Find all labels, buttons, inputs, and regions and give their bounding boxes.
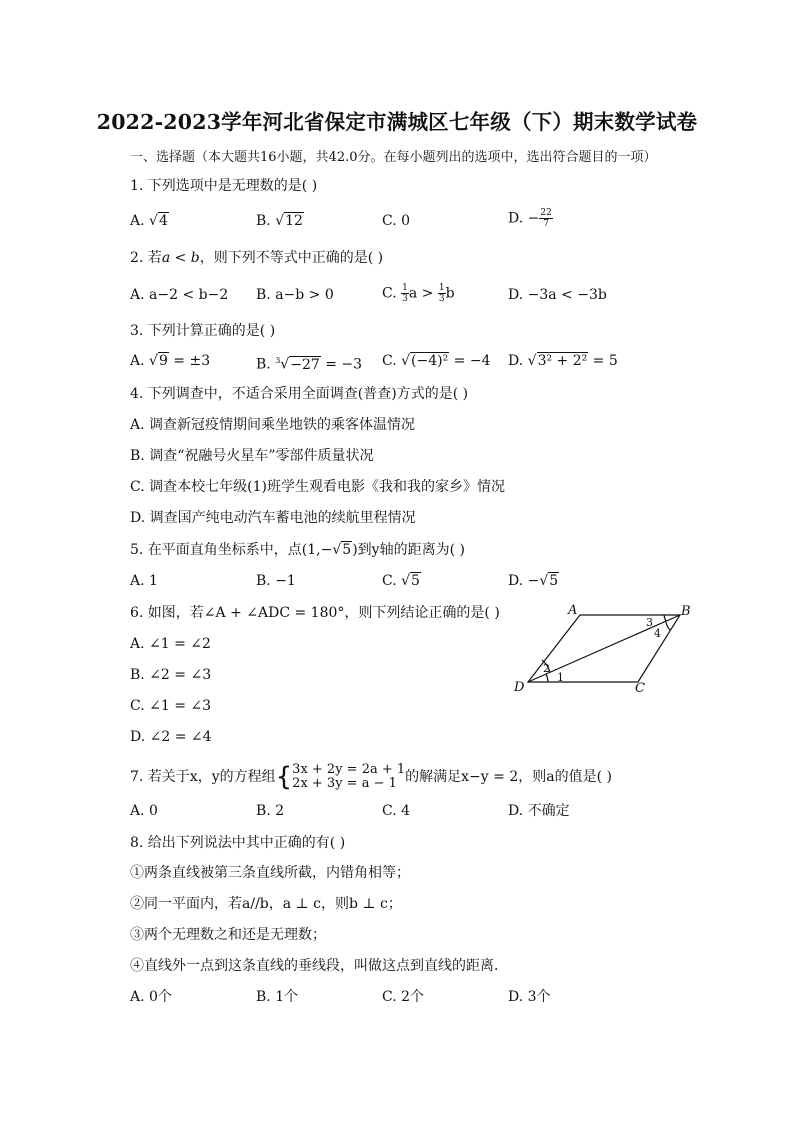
q4-option-a: A. 调查新冠疫情期间乘坐地铁的乘客体温情况 <box>130 417 416 433</box>
q4-option-d: D. 调查国产纯电动汽车蓄电池的续航里程情况 <box>130 510 416 526</box>
angle-arc-4 <box>666 622 670 630</box>
q4-option-c: C. 调查本校七年级(1)班学生观看电影《我和我的家乡》情况 <box>130 479 505 495</box>
angle-arc-3 <box>664 615 666 621</box>
section-heading: 一、选择题（本大题共16小题，共42.0分。在每小题列出的选项中，选出符合题目的一项） <box>130 150 657 165</box>
q7-option-c: C. 4 <box>382 803 411 819</box>
q8-statement-1: ①两条直线被第三条直线所截，内错角相等； <box>130 865 410 881</box>
q5-option-c: C. √5 <box>382 573 420 589</box>
q6-option-a: A. ∠1 = ∠2 <box>130 636 211 652</box>
equation-system: 3x + 2y = 2a + 1 2x + 3y = a − 1 <box>292 762 406 791</box>
vertex-label-c: C <box>635 681 645 692</box>
q5-option-b: B. −1 <box>256 573 296 589</box>
diagonal-db <box>528 615 680 682</box>
q4-option-b: B. 调查“祝融号火星车”零部件质量状况 <box>130 448 374 464</box>
q1-option-b: B. √12 <box>256 213 303 229</box>
q8-statement-3: ③两个无理数之和还是无理数； <box>130 927 326 943</box>
question-7-stem: 7. 若关于x，y的方程组{ 3x + 2y = 2a + 1 2x + 3y = a − 1 的解满足x−y = 2，则a的值是( ) <box>130 762 612 792</box>
vertex-label-d: D <box>514 680 525 692</box>
q3-option-a: A. √9 = ±3 <box>130 353 211 369</box>
vertex-label-b: B <box>681 604 691 619</box>
page-title: 2022-2023学年河北省保定市满城区七年级（下）期末数学试卷 <box>96 110 698 134</box>
q1-option-c: C. 0 <box>382 213 411 229</box>
q2-option-b: B. a−b > 0 <box>256 287 334 303</box>
q3-option-b: B. $^3$√−27 = −3 <box>256 356 363 373</box>
q5-option-d: D. −√5 <box>508 573 559 589</box>
q1-option-d: D. − $\frac{22}{7}$ <box>508 208 552 229</box>
system-brace: { <box>275 762 293 792</box>
q7-option-a: A. 0 <box>130 803 158 819</box>
q2-option-d: D. −3a < −3b <box>508 287 607 303</box>
question-4-stem: 4. 下列调查中，不适合采用全面调查(普查)方式的是( ) <box>130 386 469 402</box>
q3-option-c: C. √(−4)² = −4 <box>382 353 491 369</box>
angle-arc-1 <box>546 674 548 682</box>
q7-option-d: D. 不确定 <box>508 803 570 819</box>
q8-statement-4: ④直线外一点到这条直线的垂线段，叫做这点到直线的距离． <box>130 958 508 974</box>
vertex-label-a: A <box>568 603 578 618</box>
question-1-stem: 1. 下列选项中是无理数的是( ) <box>130 178 318 194</box>
angle-label-2: 2 <box>543 662 550 675</box>
q2-option-c: C. $\frac{1}{3}$ a > $\frac{1}{3}$ b <box>382 283 455 304</box>
q1-option-a: A. √4 <box>130 213 168 229</box>
angle-label-3: 3 <box>646 616 653 629</box>
question-5-stem: 5. 在平面直角坐标系中，点(1,−√5)到y轴的距离为( ) <box>130 542 465 558</box>
q8-statement-2: ②同一平面内，若a//b，a ⊥ c，则b ⊥ c； <box>130 896 402 912</box>
q8-option-a: A. 0个 <box>130 989 172 1005</box>
q6-option-b: B. ∠2 = ∠3 <box>130 667 212 683</box>
q3-option-d: D. √3² + 2² = 5 <box>508 353 618 369</box>
q8-option-d: D. 3个 <box>508 989 551 1005</box>
q6-option-d: D. ∠2 = ∠4 <box>130 729 212 745</box>
angle-label-4: 4 <box>654 627 661 640</box>
angle-label-1: 1 <box>557 671 564 684</box>
question-3-stem: 3. 下列计算正确的是( ) <box>130 323 276 339</box>
question-2-stem: 2. 若a < b，则下列不等式中正确的是( ) <box>130 250 384 266</box>
q5-option-a: A. 1 <box>130 573 158 589</box>
parallelogram-figure <box>508 600 698 692</box>
q6-option-c: C. ∠1 = ∠3 <box>130 698 212 714</box>
q7-option-b: B. 2 <box>256 803 285 819</box>
question-8-stem: 8. 给出下列说法中其中正确的有( ) <box>130 835 346 851</box>
q2-option-a: A. a−2 < b−2 <box>130 287 229 303</box>
question-6-stem: 6. 如图，若∠A + ∠ADC = 180°，则下列结论正确的是( ) <box>130 605 500 621</box>
q8-option-c: C. 2个 <box>382 989 425 1005</box>
q8-option-b: B. 1个 <box>256 989 299 1005</box>
